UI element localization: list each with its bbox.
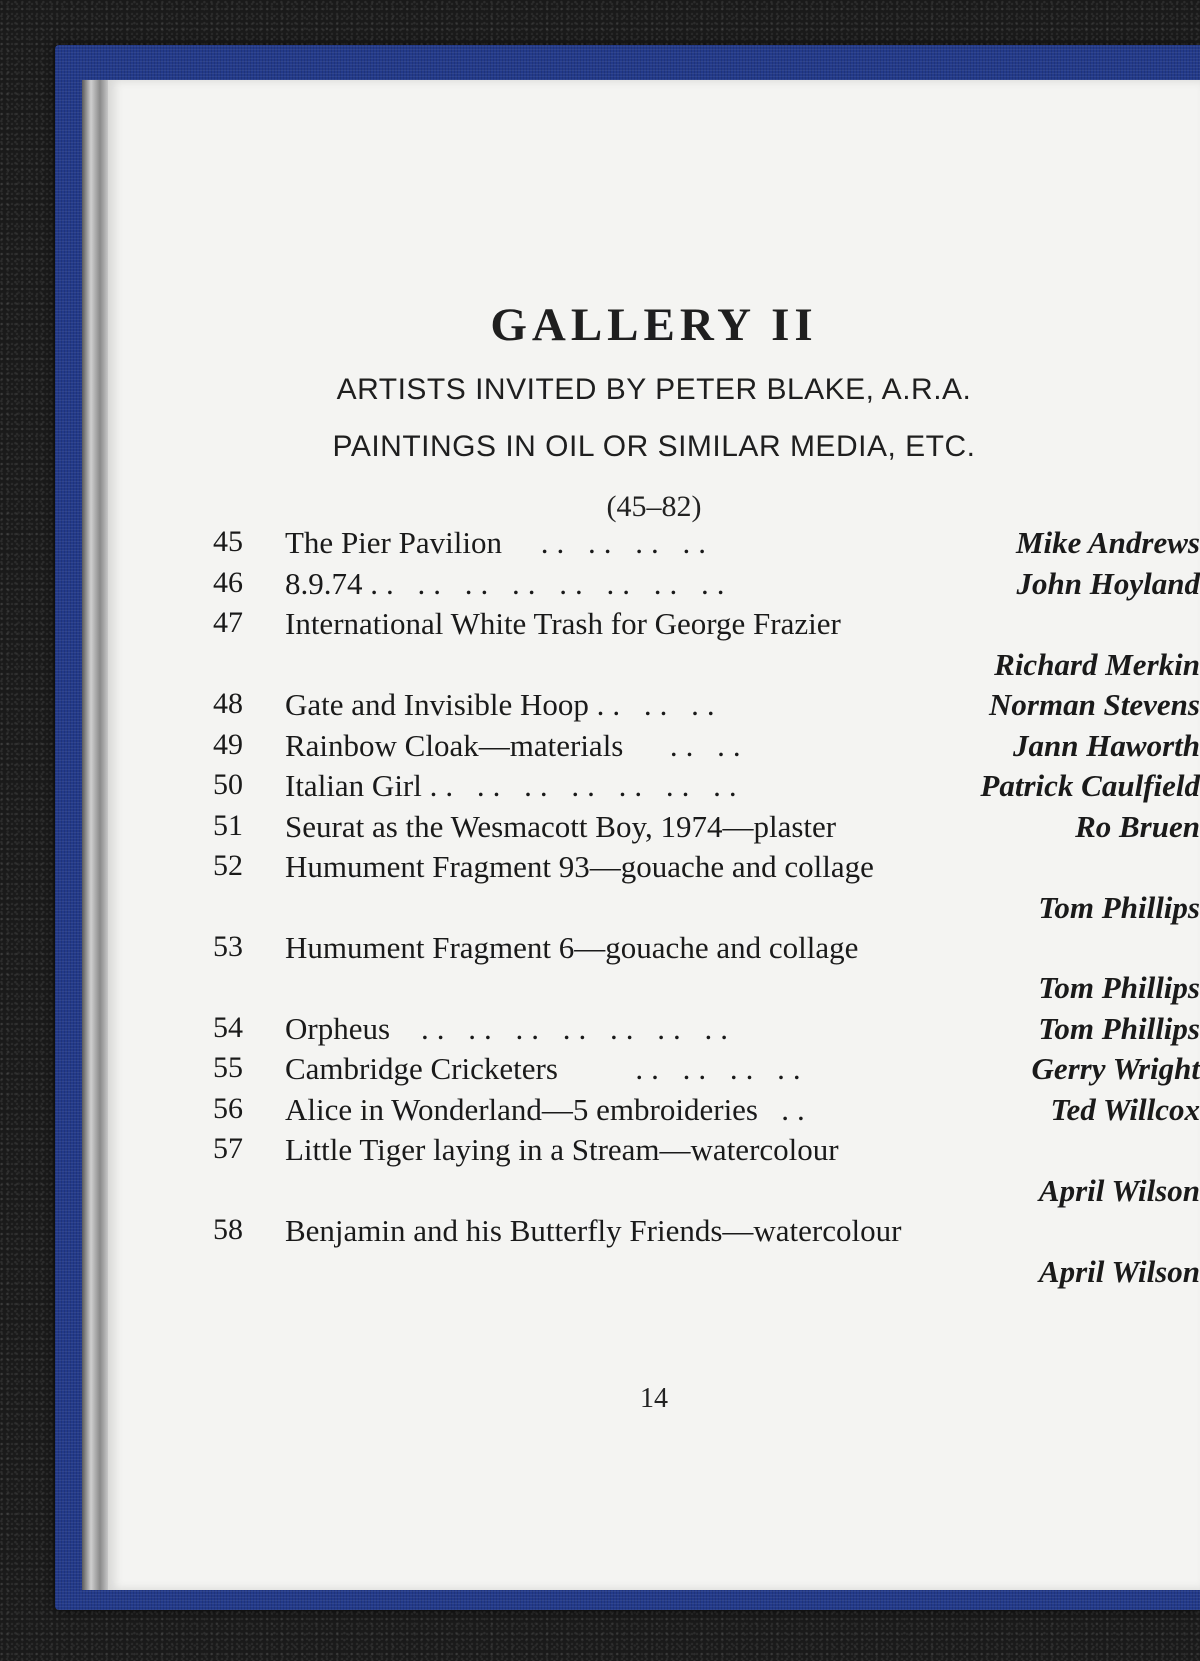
entry-row (108, 1132, 1200, 1170)
dot-leader: .. .. (669, 728, 749, 763)
entry-artist: Tom Phillips (1038, 890, 1200, 925)
title-text: 8.9.74 (285, 566, 363, 601)
entry-number: 47 (213, 606, 243, 639)
entry-number: 49 (213, 728, 243, 761)
entry-row (108, 1011, 1200, 1049)
entry-title (285, 606, 841, 642)
entry-row (108, 1051, 1200, 1089)
entry-title (285, 1132, 839, 1168)
medium-text: —watercolour (659, 1132, 839, 1167)
entry-number: 56 (213, 1092, 243, 1125)
entry-number: 53 (213, 930, 243, 963)
entry-artist-line (108, 970, 1200, 1008)
title-text: The Pier Pavilion (285, 525, 502, 560)
medium-text: —materials (478, 728, 624, 763)
title-text: Seurat as the Wesmacott Boy, 1974 (285, 809, 723, 844)
entry-number: 45 (213, 525, 243, 558)
dot-leader: .. .. .. (596, 687, 723, 722)
entry-title (285, 525, 714, 561)
entry-artist-line (108, 1254, 1200, 1292)
entry-artist: April Wilson (1038, 1173, 1200, 1208)
subtitle-artists: ARTISTS INVITED BY PETER BLAKE, A.R.A. (336, 373, 972, 406)
medium-text: —watercolour (722, 1213, 902, 1248)
entry-number: 48 (213, 687, 243, 720)
entry-artist: Patrick Caulfield (980, 768, 1200, 803)
entry-title (285, 1011, 736, 1047)
entry-artist-line (108, 1173, 1200, 1211)
dot-leader: .. .. .. .. (540, 525, 714, 560)
entry-row (108, 1213, 1200, 1251)
entry-number: 54 (213, 1011, 243, 1044)
entry-number: 57 (213, 1132, 243, 1165)
entry-number: 50 (213, 768, 243, 801)
entry-title (285, 1213, 901, 1249)
entry-number: 55 (213, 1051, 243, 1084)
entry-artist: Gerry Wright (1031, 1051, 1200, 1086)
title-text: Humument Fragment 6 (285, 930, 575, 965)
title-text: Alice in Wonderland (285, 1092, 542, 1127)
title-text: Humument Fragment 93 (285, 849, 590, 884)
entry-artist-line (108, 890, 1200, 928)
entry-title (285, 566, 733, 602)
entry-artist-line (108, 647, 1200, 685)
title-text: International White Trash for George Frazier (285, 606, 841, 641)
entry-row (108, 849, 1200, 887)
dot-leader: .. .. .. .. .. .. .. .. (370, 566, 733, 601)
entry-title (285, 1051, 809, 1087)
title-text: Benjamin and his Butterfly Friends (285, 1213, 723, 1248)
title-text: Gate and Invisible Hoop (285, 687, 589, 722)
title-text: Rainbow Cloak (285, 728, 479, 763)
entry-title (285, 728, 749, 764)
entry-artist: Ro Bruen (1075, 809, 1200, 844)
dot-leader: .. .. .. .. .. .. .. (429, 768, 745, 803)
entry-title (285, 768, 745, 804)
page-number: 14 (640, 1383, 668, 1414)
entry-artist: Richard Merkin (994, 647, 1200, 682)
entry-row (108, 1092, 1200, 1130)
entry-artist: Jann Haworth (1013, 728, 1200, 763)
dot-leader: .. (781, 1092, 813, 1127)
entry-title (285, 849, 874, 885)
medium-text: —5 embroideries (541, 1092, 758, 1127)
title-text: Cambridge Cricketers (285, 1051, 558, 1086)
title-text: Orpheus (285, 1011, 391, 1046)
title-text: Italian Girl (285, 768, 422, 803)
entry-row (108, 566, 1200, 604)
medium-text: —gouache and collage (574, 930, 859, 965)
entry-artist: John Hoyland (1016, 566, 1200, 601)
entry-number: 51 (213, 809, 243, 842)
entry-artist: Tom Phillips (1038, 1011, 1200, 1046)
title-text: Little Tiger laying in a Stream (285, 1132, 660, 1167)
gallery-title: GALLERY II (490, 299, 818, 351)
dot-leader: .. .. .. .. (635, 1051, 809, 1086)
medium-text: —plaster (722, 809, 837, 844)
entry-row (108, 606, 1200, 644)
catalogue-page (108, 80, 1200, 1590)
entry-row (108, 809, 1200, 847)
entry-row (108, 525, 1200, 563)
entry-artist: Tom Phillips (1038, 970, 1200, 1005)
entry-row (108, 930, 1200, 968)
entry-title (285, 687, 723, 723)
entry-row (108, 728, 1200, 766)
entry-number: 58 (213, 1213, 243, 1246)
entry-row (108, 687, 1200, 725)
subtitle-media: PAINTINGS IN OIL OR SIMILAR MEDIA, ETC. (332, 430, 976, 463)
entry-artist: Norman Stevens (989, 687, 1200, 722)
entry-artist: April Wilson (1038, 1254, 1200, 1289)
dot-leader: .. .. .. .. .. .. .. (421, 1011, 737, 1046)
entry-number: 46 (213, 566, 243, 599)
entry-title (285, 930, 858, 966)
entry-artist: Ted Willcox (1050, 1092, 1200, 1127)
catalogue-range: (45–82) (606, 490, 702, 523)
medium-text: —gouache and collage (589, 849, 874, 884)
entry-title (285, 809, 836, 845)
entry-number: 52 (213, 849, 243, 882)
entry-artist: Mike Andrews (1015, 525, 1200, 560)
entry-title (285, 1092, 813, 1128)
entry-row (108, 768, 1200, 806)
